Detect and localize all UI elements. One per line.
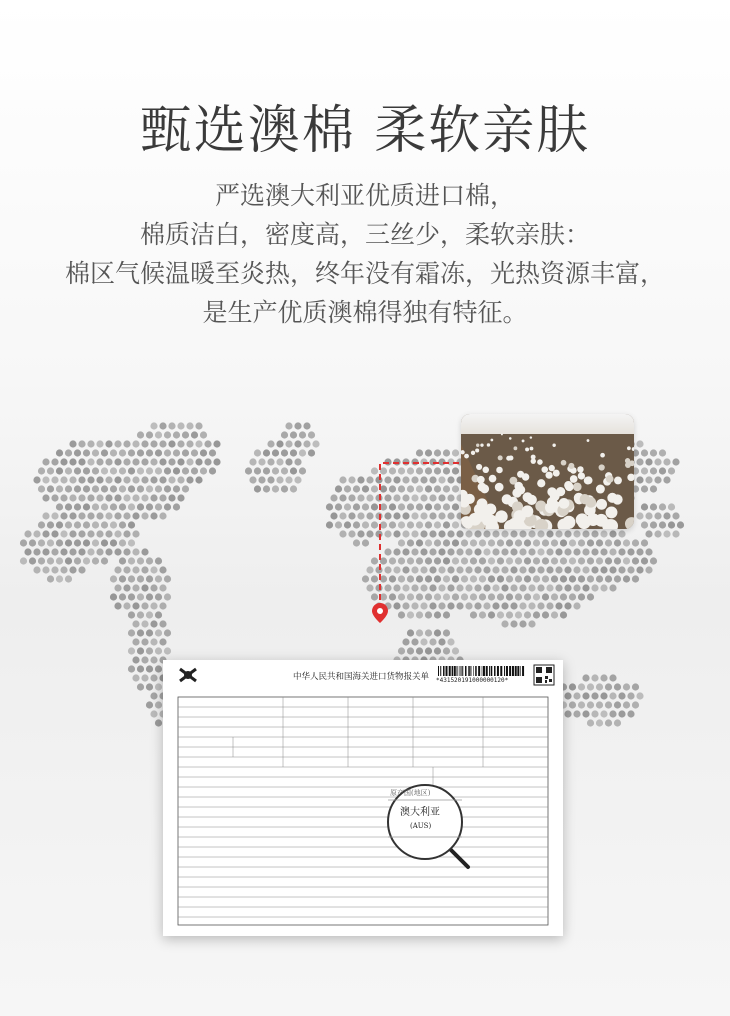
customs-declaration-form bbox=[163, 660, 563, 936]
barcode-number: *431520191000000120* bbox=[436, 677, 509, 684]
customs-emblem-icon bbox=[180, 669, 196, 681]
magnifier-icon bbox=[388, 785, 468, 867]
magnifier-origin-value: 澳大利亚 bbox=[400, 807, 440, 818]
description-line: 是生产优质澳棉得独有特征。 bbox=[202, 298, 528, 327]
form-title: 中华人民共和国海关进口货物报关单 bbox=[293, 672, 430, 682]
magnifier-origin-label: 原产国(地区) bbox=[390, 789, 431, 797]
page-heading: 甄选澳棉 柔软亲肤 bbox=[139, 101, 591, 161]
barcode bbox=[438, 666, 524, 676]
description-line: 棉质洁白，密度高，三丝少，柔软亲肤： bbox=[139, 220, 590, 249]
cotton-field-photo bbox=[461, 414, 634, 529]
qr-code-icon bbox=[534, 665, 554, 685]
magnifier-origin-code: (AUS) bbox=[410, 822, 432, 830]
description-line: 棉区气候温暖至炎热，终年没有霜冻，光热资源丰富， bbox=[64, 259, 665, 288]
description-line: 严选澳大利亚优质进口棉， bbox=[214, 181, 515, 210]
description bbox=[0, 176, 730, 332]
map-pin-icon bbox=[372, 603, 388, 623]
